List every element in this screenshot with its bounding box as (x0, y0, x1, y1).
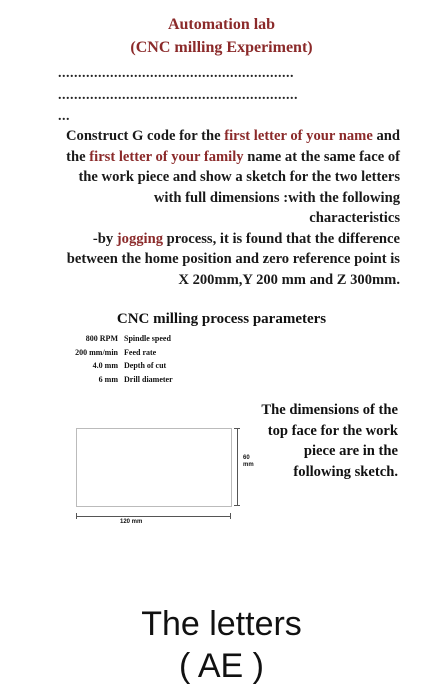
width-dimension-label: 120 mm (120, 519, 143, 525)
parameter-value: 800 RPM (85, 334, 118, 343)
width-dimension-tick-right (230, 513, 231, 519)
parameter-label: Drill diameter (124, 374, 173, 384)
workpiece-sketch (76, 428, 232, 507)
letters-value: ( AE ) (178, 647, 265, 685)
height-dimension-cap-bottom (234, 505, 240, 506)
instruction-paragraph (64, 126, 400, 290)
parameter-row (62, 332, 173, 346)
parameters-table (62, 332, 173, 386)
parameter-value: 6 mm (98, 374, 118, 384)
instruction-text-1: Construct G code for the (65, 128, 225, 144)
parameter-label: Depth of cut (124, 361, 167, 370)
letters-heading: The letters (141, 605, 302, 643)
document-subtitle: (CNC milling Experiment) (130, 39, 313, 56)
instruction-text-2: and the (66, 128, 400, 165)
parameter-value: 200 mm/min (75, 347, 118, 357)
sketch-description: The dimensions of the top face for the work piece are in the following sketch. (261, 402, 398, 480)
instruction-text-5: process, it is found that the difference between the home position and zero reference point is X 200mm,Y 200 mm and Z 300mm. (66, 230, 400, 288)
width-dimension-tick-left (76, 513, 77, 519)
parameter-label: Spindle speed (124, 334, 171, 343)
instruction-text-3: name at the same face of the work piece and show a sketch for the two letters with full dimensions :with the following characteristics (78, 148, 400, 226)
height-dimension-line (237, 428, 238, 505)
document-title: Automation lab (167, 16, 276, 33)
parameter-row (62, 346, 173, 360)
highlight-jogging: jogging (116, 230, 163, 247)
parameter-row (62, 373, 173, 387)
parameter-label: Feed rate (124, 347, 157, 357)
highlight-first-letter-name: first letter of your name (224, 128, 373, 144)
blank-line-3: ... (58, 109, 70, 124)
instruction-text-4: -by (92, 230, 117, 247)
highlight-first-letter-family: first letter of your family (89, 148, 244, 165)
parameter-row (62, 359, 173, 373)
height-dimension-cap-top (234, 428, 240, 429)
blank-line-2: ............................................................ (58, 88, 298, 103)
height-dimension-value: 60 (243, 455, 250, 461)
blank-line-1: ........................................................... (58, 66, 294, 81)
parameter-value: 4.0 mm (92, 361, 118, 370)
width-dimension-line (76, 516, 231, 517)
height-dimension-unit: mm (243, 462, 254, 468)
parameters-heading: CNC milling process parameters (116, 311, 327, 327)
